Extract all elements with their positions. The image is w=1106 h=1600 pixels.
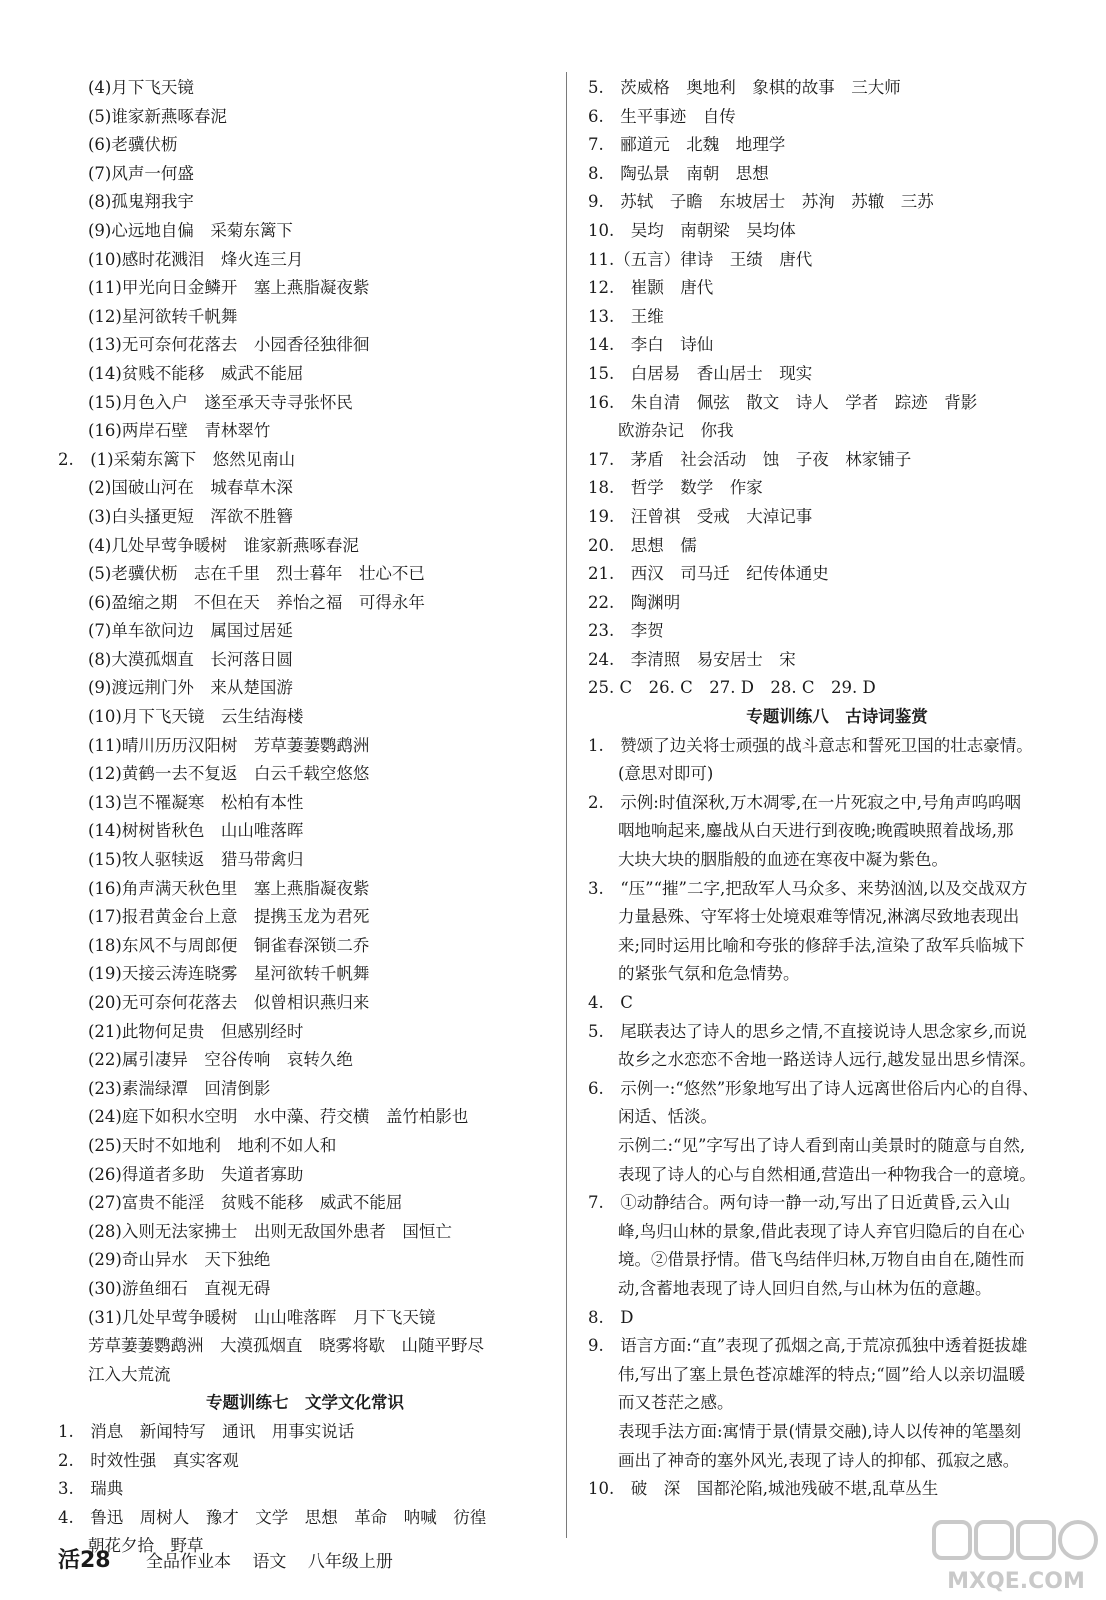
answer-line: (23)素湍绿潭 回清倒影: [88, 1078, 271, 1098]
answer-line: 画出了神奇的塞外风光,表现了诗人的抑郁、孤寂之感。: [618, 1450, 1020, 1470]
answer-line: 境。②借景抒情。借飞鸟结伴归林,万物自由自在,随性而: [618, 1250, 1025, 1270]
answer-line: 5. 茨威格 奥地利 象棋的故事 三大师: [588, 78, 901, 97]
answer-line: 4. 鲁迅 周树人 豫才 文学 思想 革命 呐喊 彷徨: [58, 1507, 487, 1527]
answer-line: (10)月下飞天镜 云生结海楼: [88, 707, 304, 727]
answer-line: (19)天接云涛连晓雾 星河欲转千帆舞: [88, 964, 370, 984]
answer-line: 20. 思想 儒: [588, 535, 697, 555]
answer-line: (14)贫贱不能移 威武不能屈: [88, 363, 304, 383]
answer-line: (15)牧人驱犊返 猎马带禽归: [88, 850, 304, 870]
answer-line: (17)报君黄金台上意 提携玉龙为君死: [88, 907, 370, 927]
answer-line: 7. 郦道元 北魏 地理学: [588, 135, 786, 155]
column-divider: [566, 72, 567, 1538]
answer-line: (3)白头搔更短 浑欲不胜簪: [88, 506, 293, 526]
answer-line: (18)东风不与周郎便 铜雀春深锁二乔: [88, 935, 370, 955]
answer-line: 3. 瑞典: [58, 1479, 124, 1499]
answer-line: 江入大荒流: [88, 1364, 171, 1384]
page-footer: [58, 1544, 409, 1578]
left-column: [58, 74, 552, 1561]
answer-line: 表现了诗人的心与自然相通,营造出一种物我合一的意境。: [618, 1164, 1036, 1184]
answer-line: (9)渡远荆门外 来从楚国游: [88, 678, 293, 698]
answer-line: 2. (1)采菊东篱下 悠然见南山: [58, 449, 296, 469]
answer-line: 24. 李清照 易安居士 宋: [588, 649, 796, 669]
answer-line: (7)单车欲问边 属国过居延: [88, 621, 293, 641]
answer-line: 示例二:“见”字写出了诗人看到南山美景时的随意与自然,: [618, 1135, 1026, 1155]
answer-line: 12. 崔颢 唐代: [588, 278, 714, 298]
answer-line: 欧游杂记 你我: [618, 421, 734, 441]
answer-line: 闲适、恬淡。: [618, 1107, 717, 1127]
answer-line: (27)富贵不能淫 贫贱不能移 威武不能屈: [88, 1193, 403, 1213]
answer-line: 6. 生平事迹 自传: [588, 106, 736, 126]
answer-line: 13. 王维: [588, 306, 664, 326]
answer-line: 故乡之水恋恋不舍地一路送诗人远行,越发显出思乡情深。: [618, 1050, 1036, 1070]
answer-line: 大块大块的胭脂般的血迹在寒夜中凝为紫色。: [618, 850, 948, 870]
answer-line: 5. 尾联表达了诗人的思乡之情,不直接说诗人思念家乡,而说: [588, 1021, 1027, 1041]
answer-line: 力量悬殊、守军将士处境艰难等情况,淋漓尽致地表现出: [618, 907, 1020, 927]
section-heading: 专题训练八 古诗词鉴赏: [746, 707, 928, 727]
answer-line: (4)几处早莺争暖树 谁家新燕啄春泥: [88, 535, 359, 555]
answer-line: 16. 朱自清 佩弦 散文 诗人 学者 踪迹 背影: [588, 392, 978, 412]
section-heading: 专题训练七 文学文化常识: [206, 1393, 404, 1413]
watermark-logo-icon: [928, 1514, 1104, 1596]
answer-line: (28)入则无法家拂士 出则无敌国外患者 国恒亡: [88, 1221, 452, 1241]
right-column: [588, 74, 1086, 1504]
answer-line: 21. 西汉 司马迁 纪传体通史: [588, 564, 829, 584]
answer-line: (13)岂不罹凝寒 松柏有本性: [88, 792, 304, 812]
page-number: 活28: [58, 1548, 111, 1573]
answer-line: (30)游鱼细石 直视无碍: [88, 1278, 271, 1298]
answer-line: (6)老骥伏枥: [88, 135, 178, 155]
answer-line: 1. 赞颂了边关将士顽强的战斗意志和誓死卫国的壮志豪情。: [588, 735, 1033, 755]
answer-line: (24)庭下如积水空明 水中藻、荇交横 盖竹柏影也: [88, 1107, 469, 1127]
answer-line: (26)得道者多助 失道者寡助: [88, 1164, 304, 1184]
answer-line: (13)无可奈何花落去 小园香径独徘徊: [88, 335, 370, 355]
answer-line: 2. 示例:时值深秋,万木凋零,在一片死寂之中,号角声呜呜咽: [588, 792, 1022, 812]
answer-line: 动,含蓄地表现了诗人回归自然,与山林为伍的意趣。: [618, 1278, 992, 1298]
answer-line: 来;同时运用比喻和夸张的修辞手法,渲染了敌军兵临城下: [618, 935, 1025, 955]
answer-line: (12)黄鹤一去不复返 白云千载空悠悠: [88, 764, 370, 784]
answer-line: 23. 李贺: [588, 621, 664, 641]
answer-line: 11.（五言）律诗 王绩 唐代: [588, 249, 813, 269]
answer-line: (21)此物何足贵 但感别经时: [88, 1021, 304, 1041]
answer-line: (16)两岸石壁 青林翠竹: [88, 421, 271, 441]
answer-line: 9. 语言方面:“直”表现了孤烟之高,于荒凉孤独中透着挺拔雄: [588, 1336, 1028, 1356]
watermark-text: MXQE.COM: [947, 1569, 1085, 1594]
answer-line: (12)星河欲转千帆舞: [88, 306, 238, 326]
answer-line: 2. 时效性强 真实客观: [58, 1450, 239, 1470]
answer-line: (2)国破山河在 城春草木深: [88, 478, 293, 498]
answer-line: (意思对即可): [618, 764, 714, 784]
answer-line: 17. 茅盾 社会活动 蚀 子夜 林家铺子: [588, 449, 912, 469]
answer-line: 7. ①动静结合。两句诗一静一动,写出了日近黄昏,云入山: [588, 1193, 1011, 1213]
answer-line: 10. 破 深 国都沦陷,城池残破不堪,乱草丛生: [588, 1479, 939, 1499]
answer-line: 峰,鸟归山林的景象,借此表现了诗人弃官归隐后的自在心: [618, 1221, 1025, 1241]
book-title: 全品作业本: [146, 1552, 232, 1572]
answer-line: (20)无可奈何花落去 似曾相识燕归来: [88, 993, 370, 1012]
answer-line: 的紧张气氛和危急情势。: [618, 964, 800, 984]
answer-line: 25. C 26. C 27. D 28. C 29. D: [588, 678, 876, 698]
answer-line: 19. 汪曾祺 受戒 大淖记事: [588, 506, 813, 526]
answer-line: 8. 陶弘景 南朝 思想: [588, 163, 769, 183]
answer-line: (31)几处早莺争暖树 山山唯落晖 月下飞天镜: [88, 1307, 436, 1327]
answer-line: 而又苍茫之感。: [618, 1393, 734, 1413]
answer-line: (5)老骥伏枥 志在千里 烈士暮年 壮心不已: [88, 564, 425, 584]
answer-line: (14)树树皆秋色 山山唯落晖: [88, 821, 304, 841]
answer-line: 6. 示例一:“悠然”形象地写出了诗人远离世俗后内心的自得、: [588, 1078, 1039, 1098]
answer-line: 4. C: [588, 993, 633, 1012]
answer-line: 表现手法方面:寓情于景(情景交融),诗人以传神的笔墨刻: [618, 1421, 1022, 1441]
answer-line: 8. D: [588, 1307, 634, 1327]
answer-line: (11)晴川历历汉阳树 芳草萋萋鹦鹉洲: [88, 735, 370, 755]
answer-line: 朝花夕拾 野草: [88, 1536, 204, 1556]
subject-label: 语文: [252, 1552, 287, 1572]
answer-line: (29)奇山异水 天下独绝: [88, 1250, 271, 1270]
answer-line: 芳草萋萋鹦鹉洲 大漠孤烟直 晓雾将歇 山随平野尽: [88, 1336, 484, 1356]
answer-line: (11)甲光向日金鳞开 塞上燕脂凝夜紫: [88, 278, 370, 298]
answer-line: (22)属引凄异 空谷传响 哀转久绝: [88, 1050, 353, 1070]
grade-label: 八年级上册: [307, 1552, 393, 1572]
answer-line: (10)感时花溅泪 烽火连三月: [88, 249, 304, 269]
answer-line: 14. 李白 诗仙: [588, 335, 714, 355]
answer-line: (8)大漠孤烟直 长河落日圆: [88, 649, 293, 669]
answer-line: 咽地响起来,鏖战从白天进行到夜晚;晚霞映照着战场,那: [618, 821, 1014, 841]
answer-line: 15. 白居易 香山居士 现实: [588, 363, 813, 383]
answer-line: 1. 消息 新闻特写 通讯 用事实说话: [58, 1421, 355, 1441]
answer-line: 18. 哲学 数学 作家: [588, 478, 763, 498]
answer-line: (7)风声一何盛: [88, 163, 194, 183]
answer-line: (15)月色入户 遂至承天寺寻张怀民: [88, 392, 353, 412]
answer-line: (4)月下飞天镜: [88, 78, 194, 97]
answer-line: (6)盈缩之期 不但在天 养怡之福 可得永年: [88, 592, 425, 612]
answer-line: 伟,写出了塞上景色苍凉雄浑的特点;“圆”给人以亲切温暖: [618, 1364, 1026, 1384]
answer-line: 10. 吴均 南朝梁 吴均体: [588, 220, 796, 240]
answer-line: 22. 陶渊明: [588, 592, 681, 612]
answer-line: (9)心远地自偏 采菊东篱下: [88, 220, 293, 240]
answer-line: (5)谁家新燕啄春泥: [88, 106, 227, 126]
answer-line: (25)天时不如地利 地利不如人和: [88, 1135, 337, 1155]
answer-line: 3. “压”“摧”二字,把敌军人马众多、来势汹汹,以及交战双方: [588, 878, 1028, 898]
answer-line: (8)孤鬼翔我宇: [88, 192, 194, 212]
answer-line: (16)角声满天秋色里 塞上燕脂凝夜紫: [88, 878, 370, 898]
answer-line: 9. 苏轼 子瞻 东坡居士 苏洵 苏辙 三苏: [588, 192, 934, 212]
